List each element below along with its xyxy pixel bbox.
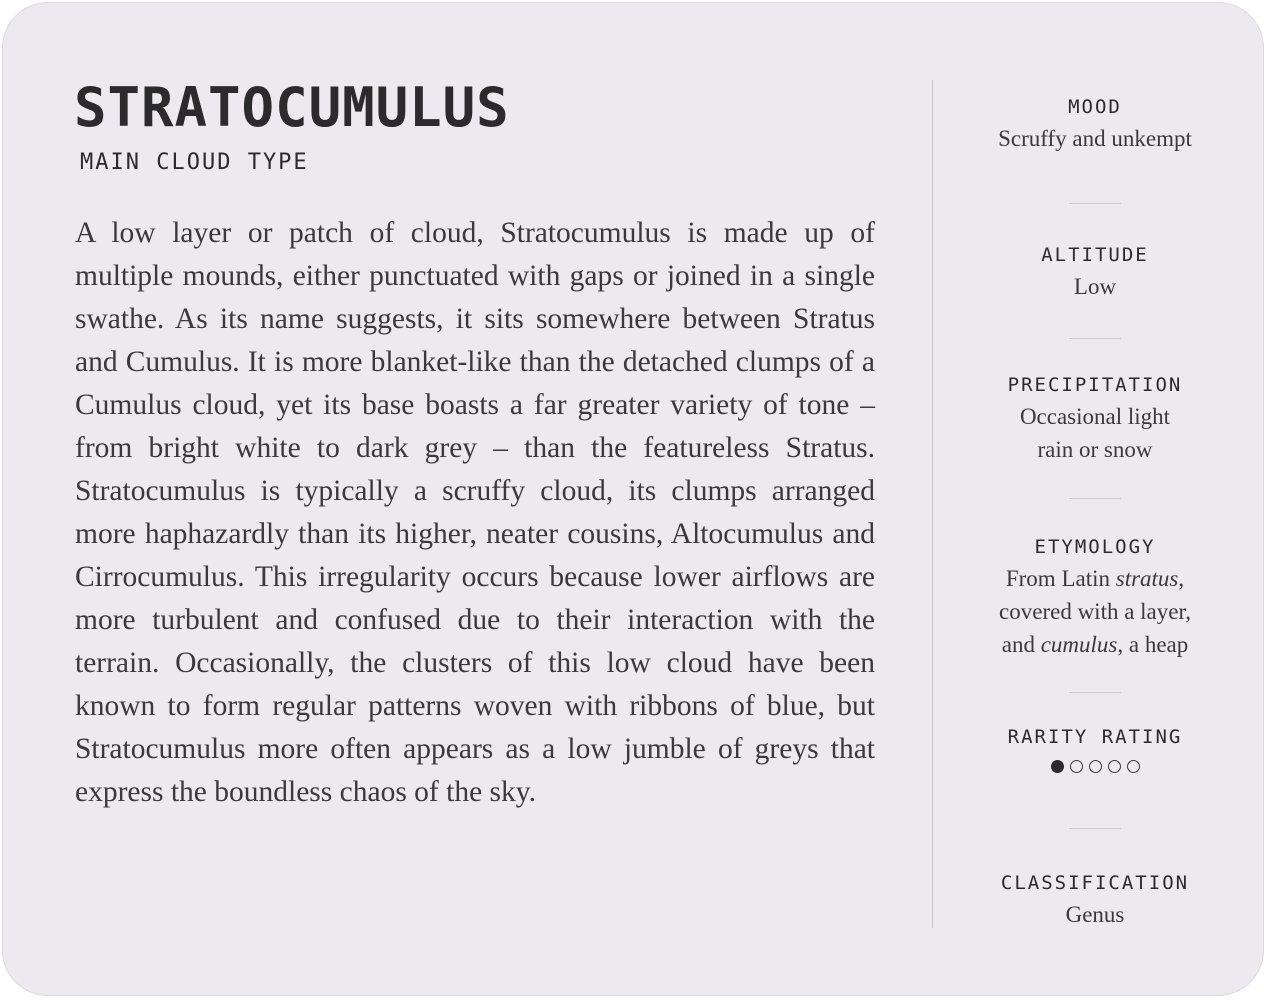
etymology-label: ETYMOLOGY [1034,536,1156,558]
classification-label: CLASSIFICATION [1000,872,1190,894]
rating-dot-empty [1108,760,1121,773]
altitude-label: ALTITUDE [1041,244,1149,266]
precipitation-value [957,400,1233,466]
rating-dot-empty [1127,760,1140,773]
etymology-term: cumulus [1040,632,1118,657]
precipitation-line-2: rain or snow [1037,437,1153,462]
sidebar-separator [1069,828,1121,829]
precipitation-field [957,374,1233,466]
altitude-value: Low [1073,274,1117,299]
classification-field [957,872,1233,931]
vertical-divider [932,80,933,928]
rarity-label: RARITY RATING [1007,726,1183,748]
etymology-value [957,562,1233,661]
mood-label: MOOD [1068,96,1122,118]
sidebar-separator [1069,338,1121,339]
card-subtitle: MAIN CLOUD TYPE [80,150,309,175]
classification-value: Genus [1065,902,1125,927]
etymology-text: and [1001,632,1041,657]
card-description: A low layer or patch of cloud, Stratocumulus is made up of multiple mounds, either punctuated with gaps or joined in a single swathe. As its name suggests, it sits somewhere between Stratus and Cumulus. It is more blanket-like than the detached clumps of a Cumulus cloud, yet its base boasts a far greater variety of tone – from bright white to dark grey – than the featureless Stratus. Stratocumulus is typically a scruffy cloud, its clumps arranged more haphazardly than its higher, neater cousins, Altocumulus and Cirrocumulus. This irregularity occurs because lower airflows are more turbulent and confused due to their interaction with the terrain. Occasionally, the clusters of this low cloud have been known to form regular patterns woven with ribbons of blue, but Stratocumulus more often appears as a low jumble of greys that express the boundless chaos of the sky. [75,217,875,808]
precipitation-line-1: Occasional light [1019,404,1171,429]
rating-dot-empty [1070,760,1083,773]
mood-field [957,96,1233,155]
card-title: STRATOCUMULUS [74,76,510,139]
sidebar-separator [1069,692,1121,693]
etymology-text: , [1178,566,1185,591]
etymology-term: stratus [1115,566,1179,591]
sidebar-separator [1069,203,1121,204]
etymology-field [957,536,1233,661]
sidebar-separator [1069,498,1121,499]
rarity-field [957,726,1233,773]
cloud-card [2,2,1264,996]
rarity-rating [957,760,1233,773]
altitude-field [957,244,1233,303]
rating-dot-filled [1051,760,1064,773]
precipitation-label: PRECIPITATION [1007,374,1183,396]
rating-dot-empty [1089,760,1102,773]
etymology-text: , a heap [1117,632,1189,657]
etymology-text: From Latin [1005,566,1116,591]
mood-value: Scruffy and unkempt [998,126,1192,151]
etymology-text: covered with a layer, [999,599,1191,624]
